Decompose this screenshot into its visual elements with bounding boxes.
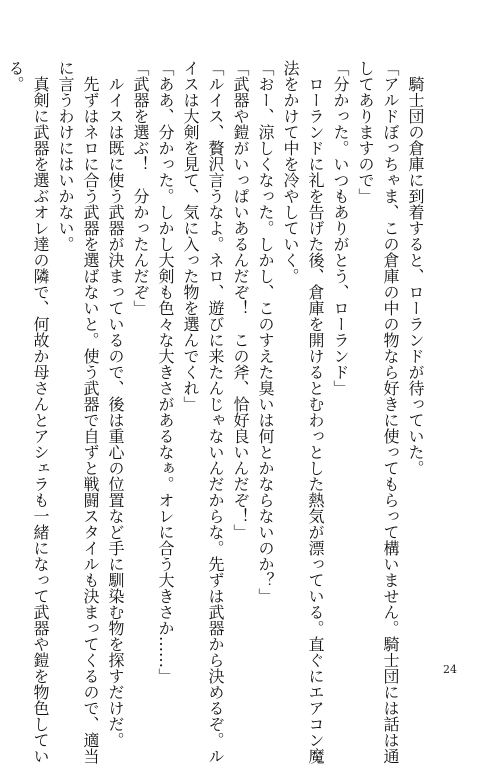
text-line: 「ああ、分かった。しかし大剣も色々な大きさがあるなぁ。オレに合う大きさか……」 (156, 60, 175, 684)
text-line: 真剣に武器を選ぶオレ達の隣で、何故か母さんとアシェラも一緒になって武器や鎧を物色してい (31, 60, 50, 764)
text-line: 「ルイス、贅沢言うなよ。ネロ、遊びに来たんじゃないんだからな。先ずは武器から決めるぞ。ル (206, 60, 225, 764)
text-line: に言うわけにはいかない。 (56, 60, 75, 252)
text-line: 「分かった。いつもありがとう、ローランド」 (331, 60, 350, 396)
text-line: ローランドに礼を告げた後、倉庫を開けるとむわっとした熱気が漂っている。直ぐにエアコン魔 (306, 60, 325, 764)
text-line: 騎士団の倉庫に到着すると、ローランドが待っていた。 (406, 60, 425, 476)
text-line: 「アルドぼっちゃま、この倉庫の中の物なら好きに使ってもらって構いません。騎士団には話は通 (381, 60, 400, 764)
text-line: 「武器を選ぶ！ 分かったんだぞ」 (131, 60, 150, 316)
page-number: 24 (443, 663, 457, 676)
text-line: 法をかけて中を冷やしていく。 (281, 60, 300, 284)
body-text (6, 60, 428, 764)
text-line: ルイスは既に使う武器が決まっているので、後は重心の位置など手に馴染む物を探すだけだ。 (106, 60, 125, 748)
text-line: 「武器や鎧がいっぱいあるんだぞ！ この斧、恰好良いんだぞ！」 (231, 60, 250, 540)
text-line: してありますので」 (356, 60, 375, 204)
text-line: イスは大剣を見て、気に入った物を選んでくれ」 (181, 60, 200, 412)
text-line: 「おー、涼しくなった。しかし、このすえた臭いは何とかならないのか？」 (256, 60, 275, 604)
text-line: る。 (6, 60, 25, 92)
text-line: 先ずはネロに合う武器を選ばないと。使う武器で自ずと戦闘スタイルも決まってくるので、適当 (81, 60, 100, 764)
